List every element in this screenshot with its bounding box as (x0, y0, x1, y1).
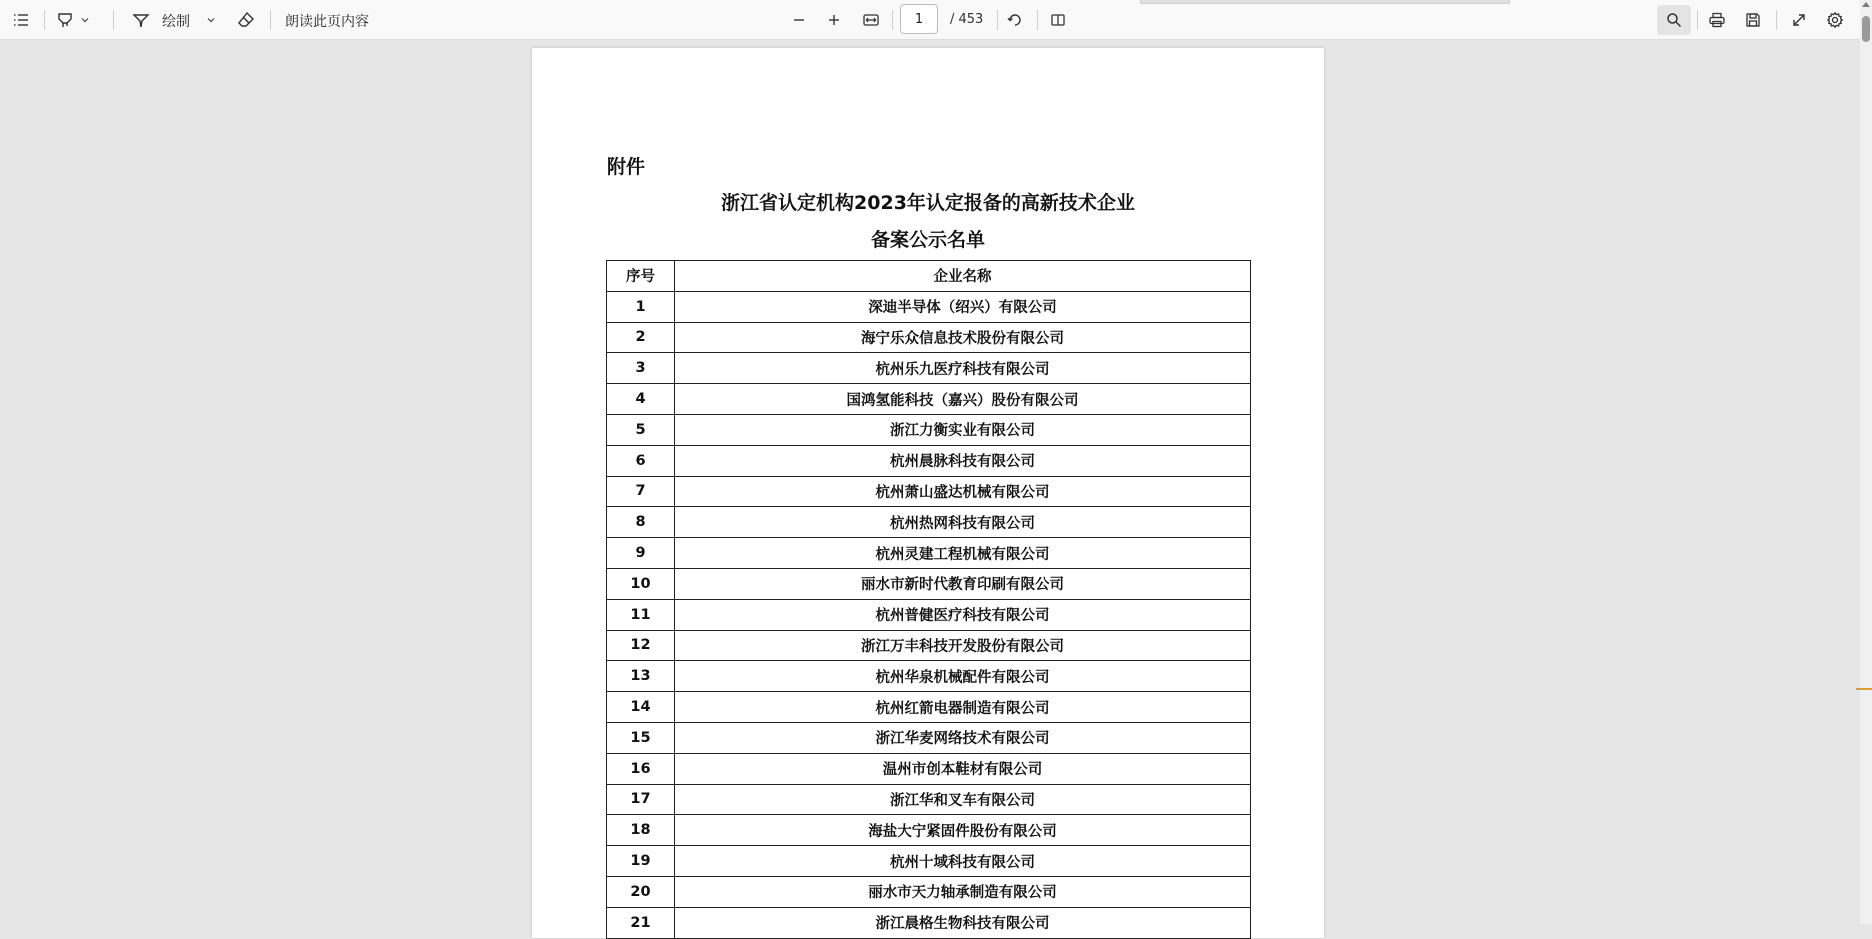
company-table (606, 260, 1251, 939)
table-row (607, 322, 1251, 353)
row-index-cell: 8 (607, 507, 675, 538)
company-name-cell: 杭州乐九医疗科技有限公司 (675, 353, 1251, 384)
table-row (607, 568, 1251, 599)
attachment-label: 附件 (607, 156, 646, 178)
company-name-cell: 浙江力衡实业有限公司 (675, 414, 1251, 445)
pdf-toolbar (0, 0, 1872, 40)
table-row (607, 630, 1251, 661)
toolbar-separator (997, 10, 998, 30)
table-row (607, 291, 1251, 322)
table-row (607, 907, 1251, 938)
table-row (607, 692, 1251, 723)
eraser-icon[interactable] (231, 5, 261, 35)
settings-icon[interactable] (1820, 5, 1850, 35)
scroll-thumb[interactable] (1862, 16, 1870, 42)
toolbar-separator (1697, 10, 1698, 30)
table-row (607, 661, 1251, 692)
zoom-out-icon[interactable] (784, 5, 814, 35)
row-index-cell: 18 (607, 815, 675, 846)
company-name-cell: 浙江晨格生物科技有限公司 (675, 907, 1251, 938)
column-header-index: 序号 (607, 261, 675, 292)
scroll-up-icon[interactable] (1862, 2, 1870, 7)
company-name-cell: 杭州十域科技有限公司 (675, 846, 1251, 877)
company-name-cell: 国鸿氢能科技（嘉兴）股份有限公司 (675, 384, 1251, 415)
print-icon[interactable] (1702, 5, 1732, 35)
table-row (607, 507, 1251, 538)
table-row (607, 445, 1251, 476)
company-name-cell: 杭州热网科技有限公司 (675, 507, 1251, 538)
table-row (607, 784, 1251, 815)
company-name-cell: 海盐大宁紧固件股份有限公司 (675, 815, 1251, 846)
row-index-cell: 20 (607, 876, 675, 907)
table-row (607, 815, 1251, 846)
toolbar-separator (1037, 10, 1038, 30)
chevron-down-icon[interactable] (202, 5, 220, 35)
draw-icon[interactable] (126, 5, 156, 35)
row-index-cell: 14 (607, 692, 675, 723)
table-row (607, 538, 1251, 569)
company-name-cell: 杭州红箭电器制造有限公司 (675, 692, 1251, 723)
row-index-cell: 15 (607, 722, 675, 753)
rotate-icon[interactable] (1000, 5, 1030, 35)
row-index-cell: 19 (607, 846, 675, 877)
toolbar-separator (113, 10, 114, 30)
row-index-cell: 17 (607, 784, 675, 815)
vertical-scrollbar[interactable] (1860, 0, 1872, 924)
row-index-cell: 21 (607, 907, 675, 938)
page-total: / 453 (950, 12, 984, 27)
row-index-cell: 6 (607, 445, 675, 476)
table-row (607, 753, 1251, 784)
company-name-cell: 浙江华和叉车有限公司 (675, 784, 1251, 815)
company-name-cell: 杭州华泉机械配件有限公司 (675, 661, 1251, 692)
row-index-cell: 9 (607, 538, 675, 569)
chevron-down-icon[interactable] (76, 5, 94, 35)
page-number-input[interactable] (900, 4, 938, 34)
table-row (607, 353, 1251, 384)
row-index-cell: 12 (607, 630, 675, 661)
company-name-cell: 丽水市新时代教育印刷有限公司 (675, 568, 1251, 599)
fit-width-icon[interactable] (856, 5, 886, 35)
toolbar-separator (270, 10, 271, 30)
company-name-cell: 杭州萧山盛达机械有限公司 (675, 476, 1251, 507)
scroll-search-marker (1856, 688, 1872, 690)
company-name-cell: 杭州灵建工程机械有限公司 (675, 538, 1251, 569)
contents-icon[interactable] (6, 5, 36, 35)
zoom-in-icon[interactable] (819, 5, 849, 35)
company-name-cell: 浙江华麦网络技术有限公司 (675, 722, 1251, 753)
row-index-cell: 2 (607, 322, 675, 353)
draw-label[interactable]: 绘制 (162, 14, 190, 30)
row-index-cell: 11 (607, 599, 675, 630)
document-subtitle: 备案公示名单 (870, 229, 985, 251)
table-row (607, 599, 1251, 630)
table-row (607, 722, 1251, 753)
row-index-cell: 4 (607, 384, 675, 415)
column-header-company: 企业名称 (675, 261, 1251, 292)
toolbar-separator (44, 10, 45, 30)
row-index-cell: 7 (607, 476, 675, 507)
fullscreen-icon[interactable] (1784, 5, 1814, 35)
table-row (607, 414, 1251, 445)
company-name-cell: 杭州普健医疗科技有限公司 (675, 599, 1251, 630)
find-bar-edge (1140, 0, 1510, 4)
table-row (607, 384, 1251, 415)
search-icon[interactable] (1657, 5, 1691, 35)
document-title: 浙江省认定机构2023年认定报备的高新技术企业 (721, 192, 1135, 214)
toolbar-separator (892, 10, 893, 30)
table-row (607, 476, 1251, 507)
company-name-cell: 深迪半导体（绍兴）有限公司 (675, 291, 1251, 322)
row-index-cell: 5 (607, 414, 675, 445)
save-icon[interactable] (1738, 5, 1768, 35)
row-index-cell: 10 (607, 568, 675, 599)
company-name-cell: 温州市创本鞋材有限公司 (675, 753, 1251, 784)
page-view-icon[interactable] (1043, 5, 1073, 35)
company-name-cell: 海宁乐众信息技术股份有限公司 (675, 322, 1251, 353)
table-row (607, 876, 1251, 907)
pdf-page (532, 48, 1324, 938)
row-index-cell: 3 (607, 353, 675, 384)
company-name-cell: 杭州晨脉科技有限公司 (675, 445, 1251, 476)
company-name-cell: 丽水市天力轴承制造有限公司 (675, 876, 1251, 907)
toolbar-separator (1776, 10, 1777, 30)
table-header-row (607, 261, 1251, 292)
row-index-cell: 1 (607, 291, 675, 322)
company-name-cell: 浙江万丰科技开发股份有限公司 (675, 630, 1251, 661)
row-index-cell: 16 (607, 753, 675, 784)
table-row (607, 846, 1251, 877)
row-index-cell: 13 (607, 661, 675, 692)
read-aloud-button[interactable]: 朗读此页内容 (285, 14, 369, 30)
